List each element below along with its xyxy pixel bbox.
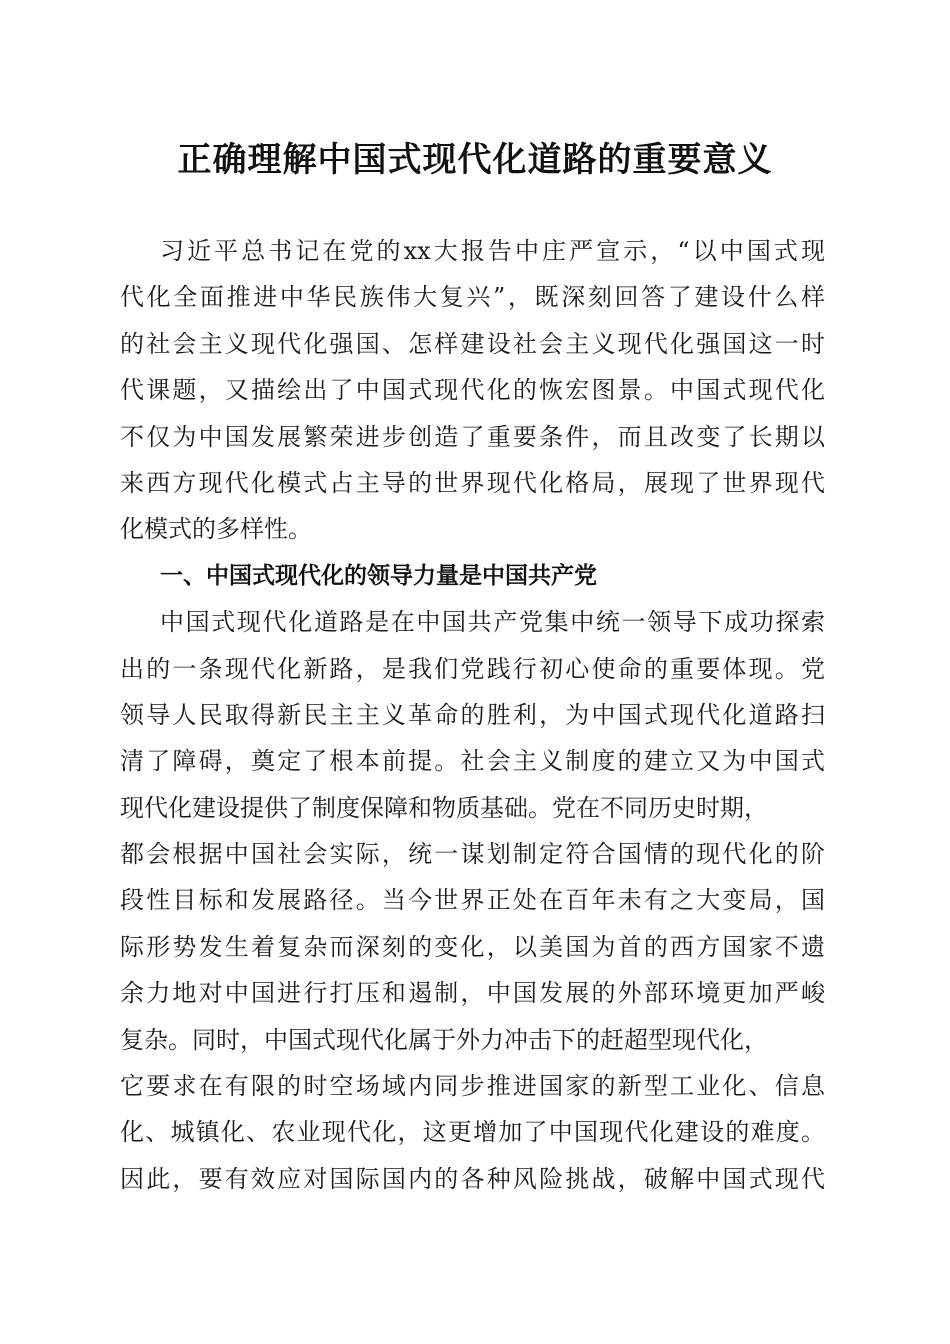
paragraph-2-line: 化、城镇化、农业现代化，这更增加了中国现代化建设的难度。: [120, 1118, 825, 1147]
paragraph-1-line: 化模式的多样性。: [120, 515, 312, 544]
paragraph-2-line: 清了障碍，奠定了根本前提。社会主义制度的建立又为中国式: [120, 747, 825, 776]
paragraph-2-line: 中国式现代化道路是在中国共产党集中统一领导下成功探索: [160, 608, 825, 637]
paragraph-1-line: 习近平总书记在党的xx大报告中庄严宣示，“以中国式现: [160, 237, 825, 265]
paragraph-2-line: 现代化建设提供了制度保障和物质基础。党在不同历史时期，: [120, 793, 768, 822]
paragraph-2-line: 领导人民取得新民主主义革命的胜利，为中国式现代化道路扫: [120, 700, 825, 729]
document-body: [120, 228, 825, 1202]
paragraph-2-line: 因此，要有效应对国际国内的各种风险挑战，破解中国式现代: [120, 1164, 825, 1193]
paragraph-2-line: 际形势发生着复杂而深刻的变化，以美国为首的西方国家不遗: [120, 932, 825, 961]
paragraph-2-line: 段性目标和发展路径。当今世界正处在百年未有之大变局，国: [120, 886, 825, 915]
paragraph-2-line: 余力地对中国进行打压和遏制，中国发展的外部环境更加严峻: [120, 979, 825, 1008]
paragraph-2-line: 复杂。同时，中国式现代化属于外力冲击下的赶超型现代化，: [120, 1025, 768, 1054]
section-heading-1: 一、中国式现代化的领导力量是中国共产党: [160, 562, 597, 589]
document-title: 正确理解中国式现代化道路的重要意义: [177, 140, 773, 180]
paragraph-1-line: 代化全面推进中华民族伟大复兴”，既深刻回答了建设什么样: [120, 283, 825, 312]
paragraph-1-line: 不仅为中国发展繁荣进步创造了重要条件，而且改变了长期以: [120, 422, 825, 451]
paragraph-2-line: 都会根据中国社会实际，统一谋划制定符合国情的现代化的阶: [120, 840, 825, 869]
paragraph-1-line: 代课题，又描绘出了中国式现代化的恢宏图景。中国式现代化: [120, 376, 825, 405]
paragraph-1-line: 的社会主义现代化强国、怎样建设社会主义现代化强国这一时: [120, 329, 825, 358]
paragraph-2-line: 它要求在有限的时空场域内同步推进国家的新型工业化、信息: [120, 1072, 825, 1101]
paragraph-1-line: 来西方现代化模式占主导的世界现代化格局，展现了世界现代: [120, 468, 825, 497]
paragraph-2-line: 出的一条现代化新路，是我们党践行初心使命的重要体现。党: [120, 654, 825, 683]
